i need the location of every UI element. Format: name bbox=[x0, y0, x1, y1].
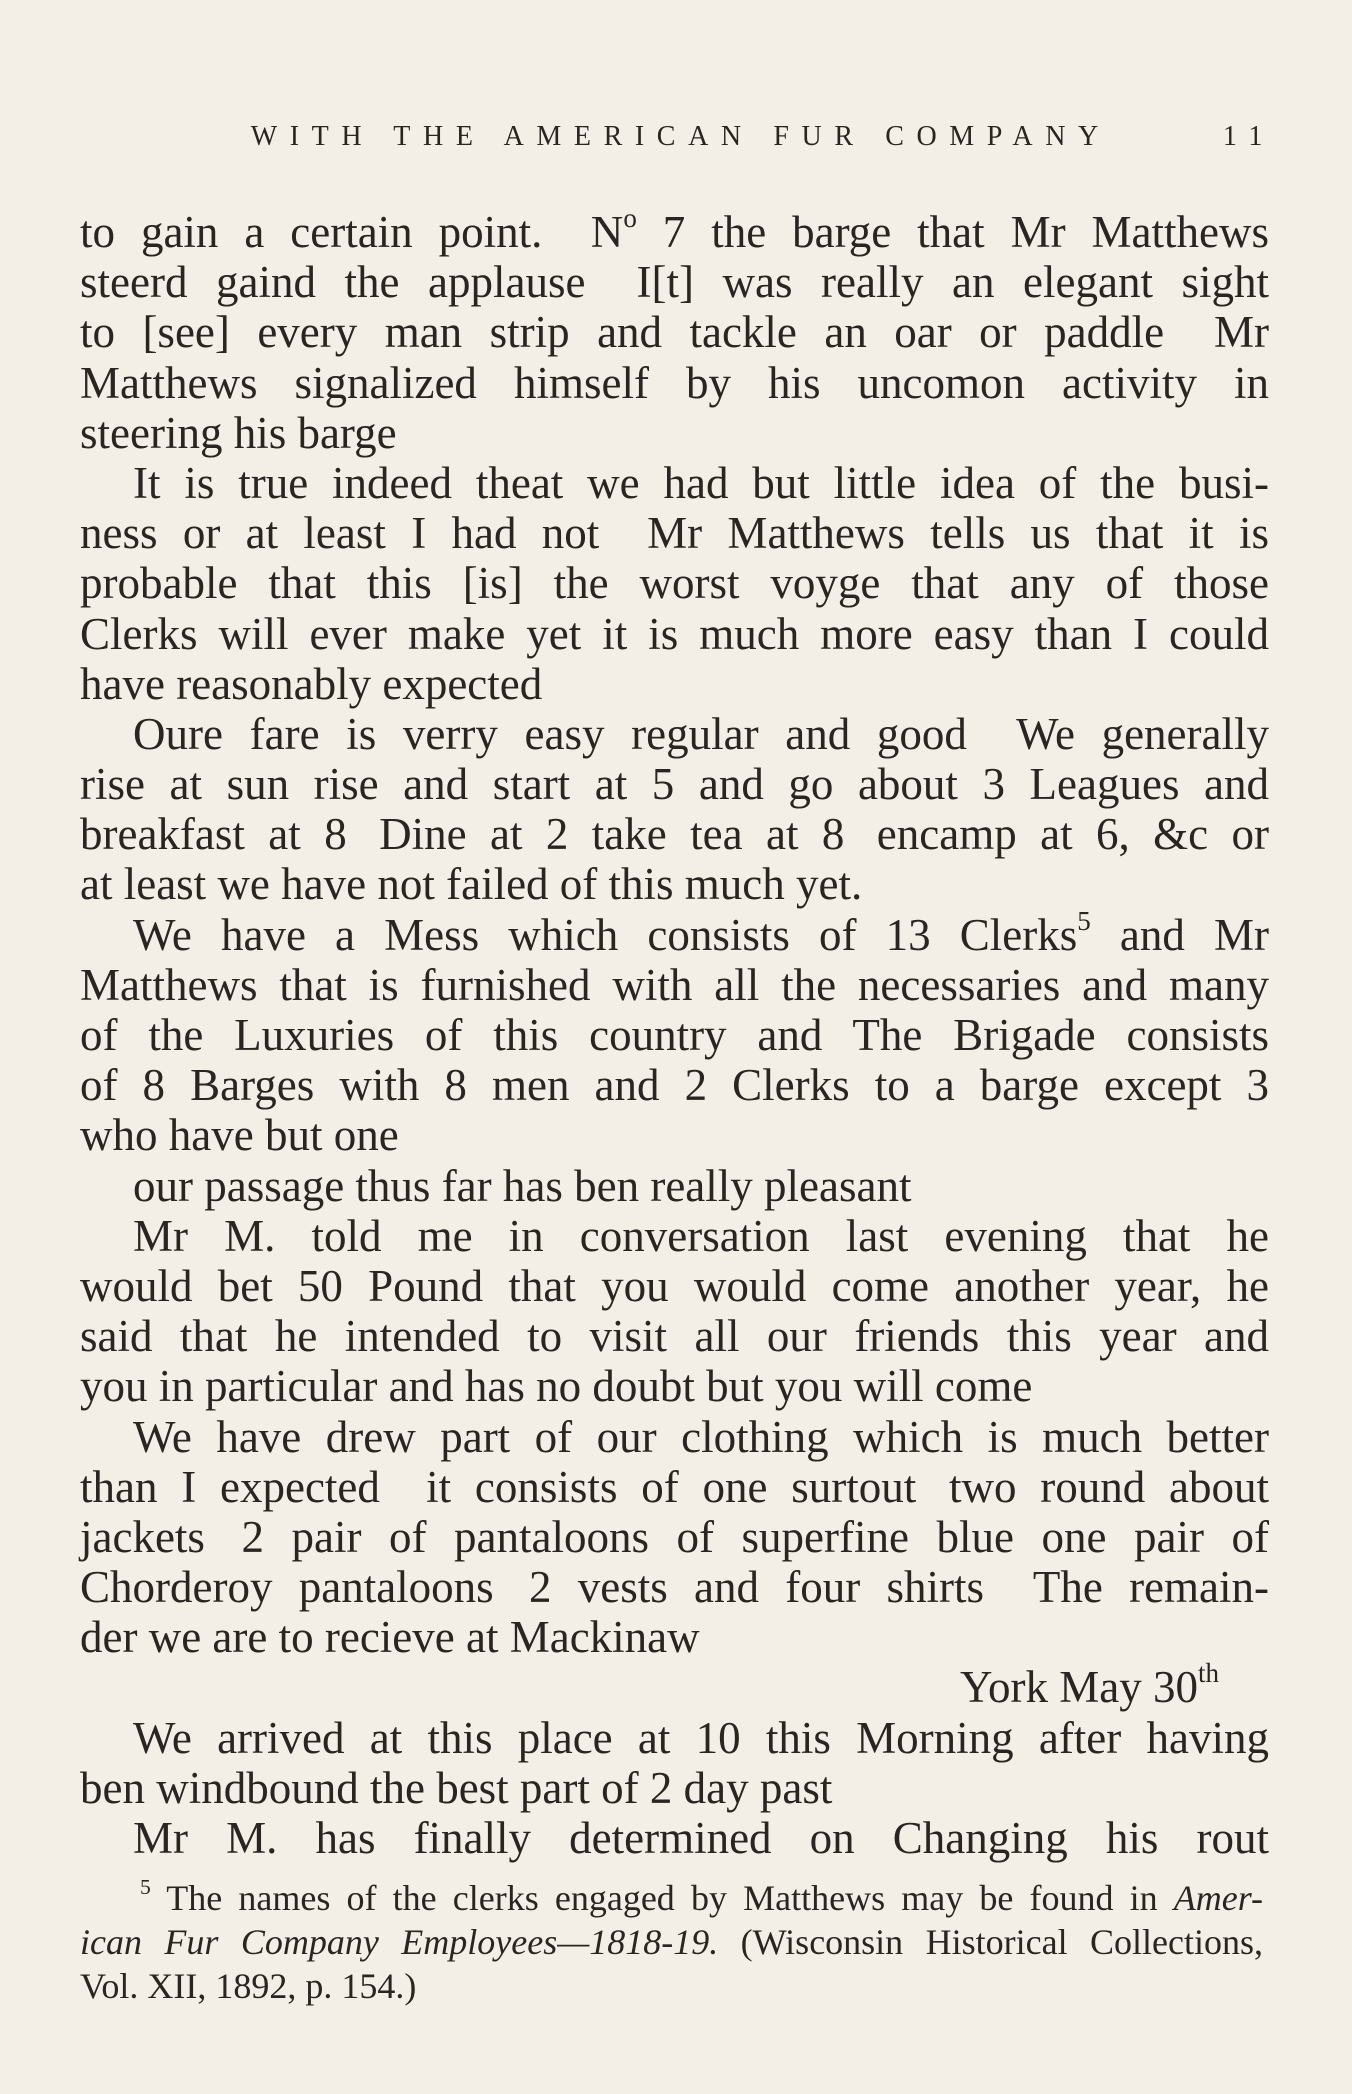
text-line bbox=[80, 1876, 1263, 1920]
running-header bbox=[80, 120, 1275, 154]
text-line: der we are to recieve at Mackinaw bbox=[80, 1612, 700, 1663]
text-line bbox=[80, 905, 1269, 960]
paragraph bbox=[80, 202, 1269, 458]
text-run: York May 30 bbox=[960, 1662, 1198, 1713]
text-line bbox=[80, 1658, 1269, 1713]
text-line: would bet 50 Pound that you would come another year, he bbox=[80, 1260, 1269, 1311]
text-line: Matthews that is furnished with all the necessaries and many bbox=[80, 959, 1269, 1010]
text-line: We arrived at this place at 10 this Morning after having bbox=[133, 1712, 1269, 1763]
text-line: breakfast at 8 Dine at 2 take tea at 8 encamp at 6, &c or bbox=[80, 809, 1269, 860]
text-line: have reasonably expected bbox=[80, 658, 543, 709]
text-line: Chorderoy pantaloons 2 vests and four shirts The remain- bbox=[80, 1562, 1269, 1613]
footnote bbox=[80, 1876, 1263, 2008]
paragraph bbox=[80, 1211, 1269, 1412]
superscript: th bbox=[1197, 1658, 1219, 1689]
italic-text: Amer- bbox=[1173, 1878, 1263, 1918]
text-run: 7 the barge that Mr Matthews bbox=[636, 207, 1269, 257]
paragraph bbox=[80, 1813, 1269, 1863]
text-line: you in particular and has no doubt but you will come bbox=[80, 1361, 1033, 1412]
superscript: 5 bbox=[140, 1874, 151, 1899]
text-line: Matthews signalized himself by his uncomon activity in bbox=[80, 357, 1269, 408]
italic-text: ican Fur Company Employees—1818-19. bbox=[80, 1922, 719, 1962]
running-title: WITH THE AMERICAN FUR COMPANY bbox=[250, 121, 1111, 152]
text-line: to [see] every man strip and tackle an oar or paddle Mr bbox=[80, 307, 1269, 358]
text-run: We have a Mess which consists of 13 Clerks bbox=[133, 909, 1078, 960]
text-line: Mr M. told me in conversation last evening that he bbox=[133, 1210, 1269, 1261]
paragraph bbox=[80, 905, 1269, 1161]
text-line: steering his barge bbox=[80, 407, 397, 458]
text-line: ben windbound the best part of 2 day past bbox=[80, 1762, 833, 1813]
text-line: steerd gaind the applause I[t] was really an elegant sight bbox=[80, 257, 1269, 308]
dateline bbox=[80, 1658, 1269, 1713]
text-line: at least we have not failed of this much yet. bbox=[80, 859, 863, 910]
paragraph bbox=[80, 1412, 1269, 1663]
text-run: to gain a certain point. N bbox=[80, 207, 624, 257]
text-line: Oure fare is verry easy regular and good We generally bbox=[133, 708, 1269, 759]
text-line: ness or at least I had not Mr Matthews tells us that it is bbox=[80, 508, 1269, 559]
text-line: probable that this [is] the worst voyge that any of those bbox=[80, 558, 1269, 609]
paragraph bbox=[80, 1161, 1269, 1211]
text-line: We have drew part of our clothing which is much better bbox=[133, 1411, 1269, 1462]
text-line: jackets 2 pair of pantaloons of superfine blue one pair of bbox=[80, 1511, 1269, 1562]
superscript: o bbox=[623, 202, 637, 233]
page-number: 11 bbox=[1222, 121, 1275, 152]
text-line: said that he intended to visit all our friends this year and bbox=[80, 1311, 1269, 1362]
text-run: (Wisconsin Historical Collections, bbox=[718, 1922, 1263, 1962]
text-run: and Mr bbox=[1090, 909, 1269, 960]
text-run: The names of the clerks engaged by Matthews may be found in bbox=[150, 1878, 1174, 1918]
text-line: It is true indeed theat we had but little idea of the busi- bbox=[133, 457, 1269, 508]
text-line bbox=[80, 202, 1269, 257]
text-line: than I expected it consists of one surtout two round about bbox=[80, 1461, 1269, 1512]
text-line: Mr M. has finally determined on Changing his rout bbox=[133, 1813, 1269, 1863]
text-line: Vol. XII, 1892, p. 154.) bbox=[80, 1966, 417, 2006]
text-line: Clerks will ever make yet it is much more easy than I could bbox=[80, 608, 1269, 659]
footnote-ref: 5 bbox=[1077, 905, 1091, 936]
text-line: rise at sun rise and start at 5 and go about 3 Leagues and bbox=[80, 759, 1269, 810]
text-line: who have but one bbox=[80, 1110, 399, 1161]
paragraph bbox=[80, 1713, 1269, 1813]
text-line: of 8 Barges with 8 men and 2 Clerks to a barge except 3 bbox=[80, 1060, 1269, 1111]
text-line: our passage thus far has ben really pleasant bbox=[133, 1160, 912, 1211]
text-line bbox=[80, 1920, 1263, 1964]
paragraph bbox=[80, 709, 1269, 910]
text-line: of the Luxuries of this country and The Brigade consists bbox=[80, 1010, 1269, 1060]
paragraph bbox=[80, 458, 1269, 709]
body-text bbox=[80, 202, 1269, 1863]
